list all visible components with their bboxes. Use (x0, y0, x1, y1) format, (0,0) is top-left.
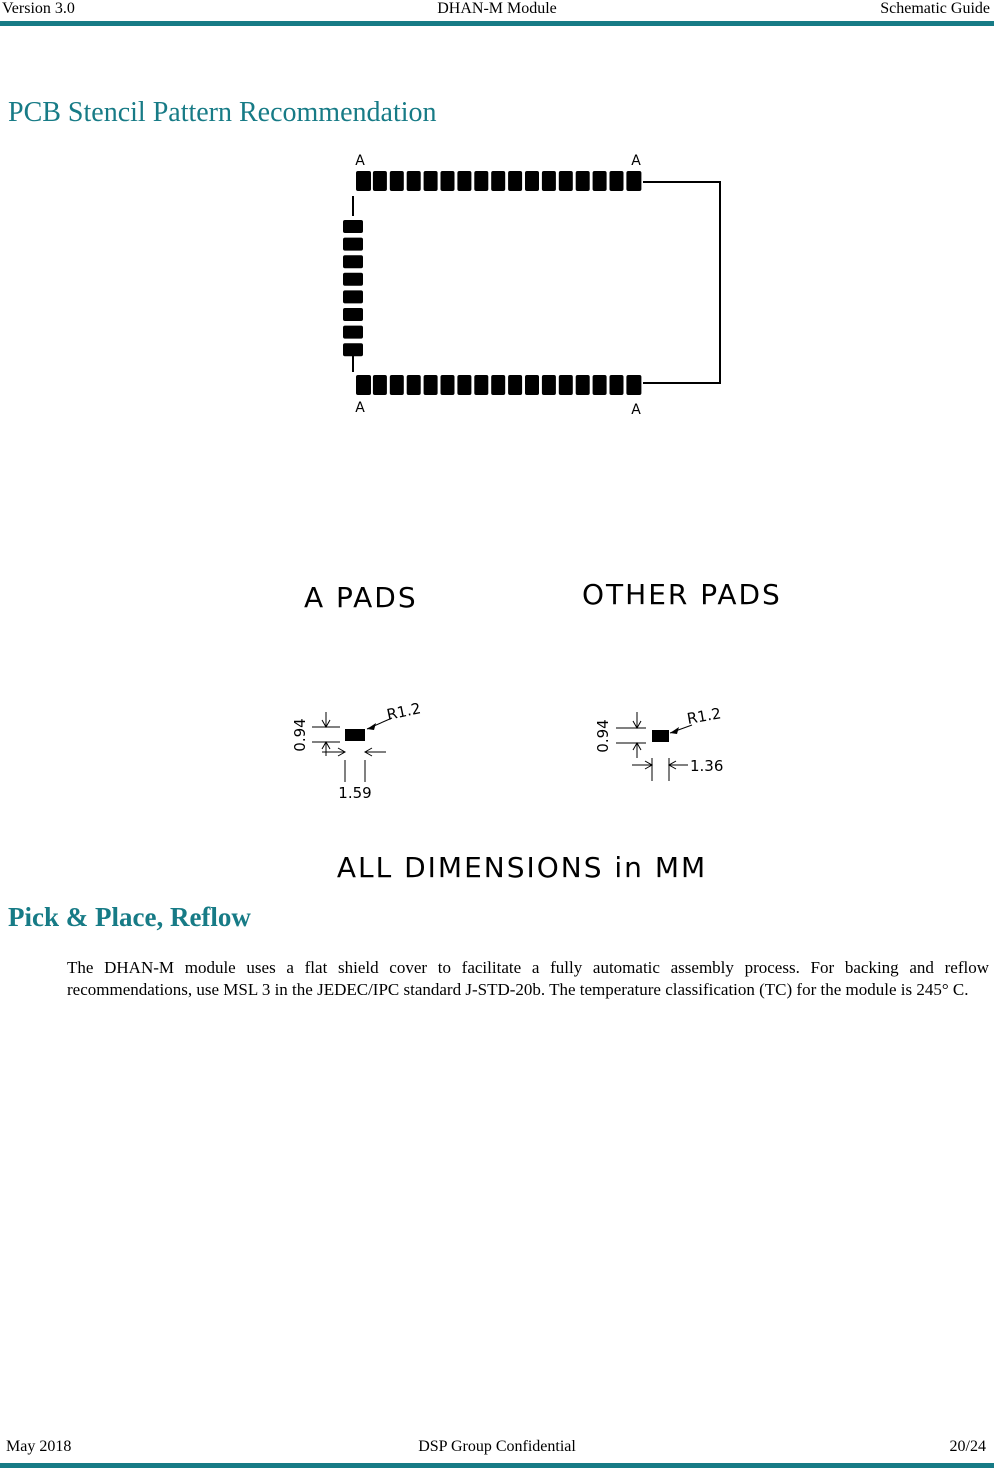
left-pad (343, 308, 363, 321)
bottom-pad (441, 375, 455, 395)
bottom-pad (491, 375, 505, 395)
top-pad (610, 171, 624, 191)
a-pads-title: A PADS (304, 581, 418, 614)
bottom-pad (508, 375, 522, 395)
left-pad (343, 326, 363, 339)
left-pad-column (343, 220, 363, 356)
bottom-pad (610, 375, 624, 395)
other-pad-detail (594, 704, 723, 781)
top-pad (626, 171, 641, 191)
top-pad (542, 171, 556, 191)
corner-label-a-tl: A (355, 153, 365, 169)
bottom-pad (390, 375, 404, 395)
corner-label-a-br: A (631, 402, 641, 418)
top-pad (491, 171, 505, 191)
top-pad-row (356, 171, 641, 191)
module-outline (643, 182, 720, 383)
stencil-diagram (0, 140, 994, 900)
bottom-pad (373, 375, 387, 395)
bottom-pad (356, 375, 371, 395)
reflow-paragraph: The DHAN-M module uses a flat shield cover to facilitate a fully automatic assembly process. For backing and reflow recommendations, use MSL 3 in the JEDEC/IPC standard J-STD-20b. The temperature classification (TC) for the module is 245° C. (67, 958, 989, 999)
left-pad (343, 290, 363, 303)
header-version: Version 3.0 (2, 0, 75, 17)
a-pad-width-label: 1.59 (338, 784, 372, 802)
top-pad (576, 171, 590, 191)
bottom-pad (407, 375, 421, 395)
footer-rule (0, 1463, 994, 1468)
top-pad (593, 171, 607, 191)
header-module: DHAN-M Module (437, 0, 557, 17)
bottom-pad (626, 375, 641, 395)
other-pad-shape (652, 730, 669, 742)
dimensions-note: ALL DIMENSIONS in MM (336, 851, 708, 884)
footer-confidential: DSP Group Confidential (418, 1438, 576, 1455)
header-rule (0, 21, 994, 26)
left-pad (343, 273, 363, 286)
left-pad (343, 255, 363, 268)
left-pad (343, 220, 363, 233)
corner-label-a-bl: A (355, 400, 365, 416)
footer-page: 20/24 (949, 1438, 986, 1455)
top-pad (407, 171, 421, 191)
left-pad (343, 238, 363, 251)
top-pad (559, 171, 573, 191)
bottom-pad (576, 375, 590, 395)
bottom-pad (559, 375, 573, 395)
section-title-pick-place: Pick & Place, Reflow (8, 902, 251, 932)
a-pad-height-label: 0.94 (291, 718, 309, 752)
a-pad-radius-label: R1.2 (385, 699, 423, 724)
bottom-pad (457, 375, 471, 395)
other-pad-height-label: 0.94 (594, 719, 612, 753)
top-pad (390, 171, 404, 191)
bottom-pad (474, 375, 488, 395)
section-title-stencil: PCB Stencil Pattern Recommendation (8, 97, 437, 128)
header-guide: Schematic Guide (880, 0, 990, 17)
top-pad (508, 171, 522, 191)
corner-label-a-tr: A (631, 153, 641, 169)
top-pad (441, 171, 455, 191)
top-pad (424, 171, 438, 191)
bottom-pad (542, 375, 556, 395)
a-pad-detail (291, 699, 422, 802)
top-pad (474, 171, 488, 191)
top-pad (356, 171, 371, 191)
other-pad-radius-label: R1.2 (685, 704, 723, 728)
other-pad-width-label: 1.36 (690, 757, 724, 775)
bottom-pad-row (356, 375, 641, 395)
footer-date: May 2018 (6, 1438, 72, 1455)
a-pad-shape (345, 729, 365, 741)
bottom-pad (525, 375, 539, 395)
top-pad (373, 171, 387, 191)
other-pads-title: OTHER PADS (582, 578, 782, 611)
bottom-pad (424, 375, 438, 395)
bottom-pad (593, 375, 607, 395)
top-pad (525, 171, 539, 191)
top-pad (457, 171, 471, 191)
